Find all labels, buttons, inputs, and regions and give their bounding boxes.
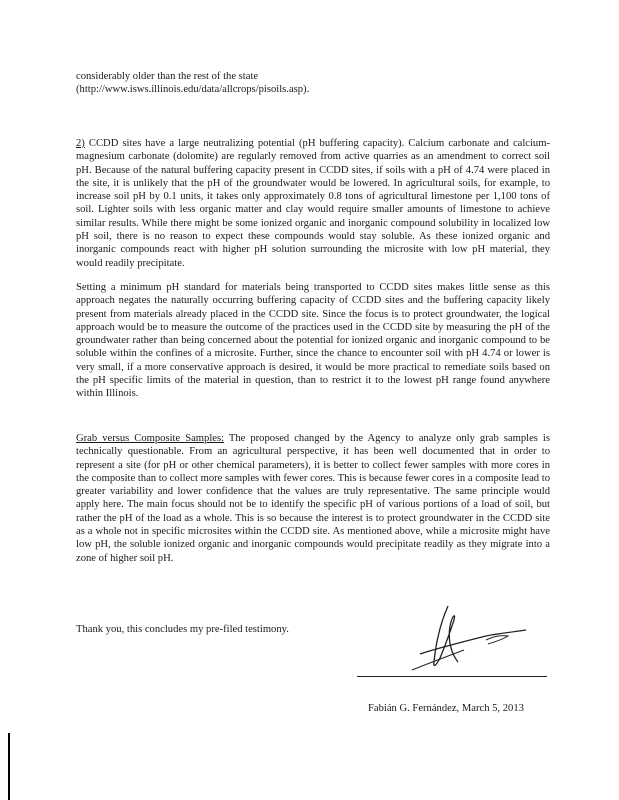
scan-margin-mark xyxy=(8,733,10,800)
paragraph-text: Setting a minimum pH standard for materials being transported to CCDD sites makes little sense as this approach negates the naturally occurring buffering capacity of CCDD sites and the buffering capacity likely present from materials already placed in the CCDD site. Since the focus is to protect groundwater, the logical approach would be to measure the outcome of the practices used in the CCDD site by measuring the pH of the groundwater rather than being concerned about the potential for ionized organic and inorganic compound to be soluble within the confines of a microsite. Further, since the chance to encounter soil with pH 4.74 or lower is very small, if a more conservative approach is desired, it would be more practical to remediate soils based on the pH specific limits of the material in question, than to restrict it to the lowest pH range found anywhere within Illinois. xyxy=(76,282,550,400)
paragraph-number: 2) xyxy=(76,138,85,149)
closing-statement: Thank you, this concludes my pre-filed testimony. xyxy=(76,624,289,635)
paragraph-continuation xyxy=(76,70,550,97)
paragraph-buffering-capacity xyxy=(76,137,550,270)
handwritten-signature xyxy=(390,602,540,682)
source-url: (http://www.isws.illinois.edu/data/allcrops/pisoils.asp). xyxy=(76,84,310,96)
signer-name-date: Fabián G. Fernández, March 5, 2013 xyxy=(368,703,524,714)
paragraph-minimum-ph-standard xyxy=(76,281,550,401)
section-heading: Grab versus Composite Samples: xyxy=(76,433,225,444)
paragraph-grab-vs-composite xyxy=(76,432,550,565)
signature-line xyxy=(357,676,547,677)
paragraph-text: CCDD sites have a large neutralizing potential (pH buffering capacity). Calcium carbonate and calcium-magnesium carbonate (dolomite) are regularly removed from active quarries as an amendment to correct soil pH. Because of the natural buffering capacity present in CCDD sites, if soils with a pH of 4.74 were placed in the site, it is unlikely that the pH of the groundwater would be lowered. In agricultural soils, for example, to increase soil pH by 0.1 units, it takes only approximately 0.8 tons of agricultural limestone per 1,100 tons of soil. Lighter soils with less organic matter and clay would require smaller amounts of limestone to achieve similar results. While there might be some ionized organic and inorganic compound solubility in localized low pH soil, there is no reason to expect these compounds would stay soluble. As these ionized organic and inorganic compounds react with higher pH solution surrounding the microsite with low pH material, they would readily precipitate. xyxy=(76,138,550,269)
paragraph-continuation-text: considerably older than the rest of the state xyxy=(76,71,259,82)
paragraph-text: The proposed changed by the Agency to analyze only grab samples is technically questionable. From an agricultural perspective, it has been well documented that in order to represent a site (for pH or other chemical parameters), it is better to collect fewer samples with more cores in the composite than to collect more samples with fewer cores. This is because fewer cores in a composite lead to greater variability and lower confidence that the values are truly representative. The same principle would apply here. The main focus should not be to identify the specific pH of various portions of a load of soil, but rather the pH of the load as a whole. This is so because the interest is to protect groundwater in the CCDD site as a whole not in specific microsites within the CCDD site. As mentioned above, while a microsite might have low pH, the soluble ionized organic and inorganic compounds would precipitate readily as they migrate into a zone of higher soil pH. xyxy=(76,433,550,564)
